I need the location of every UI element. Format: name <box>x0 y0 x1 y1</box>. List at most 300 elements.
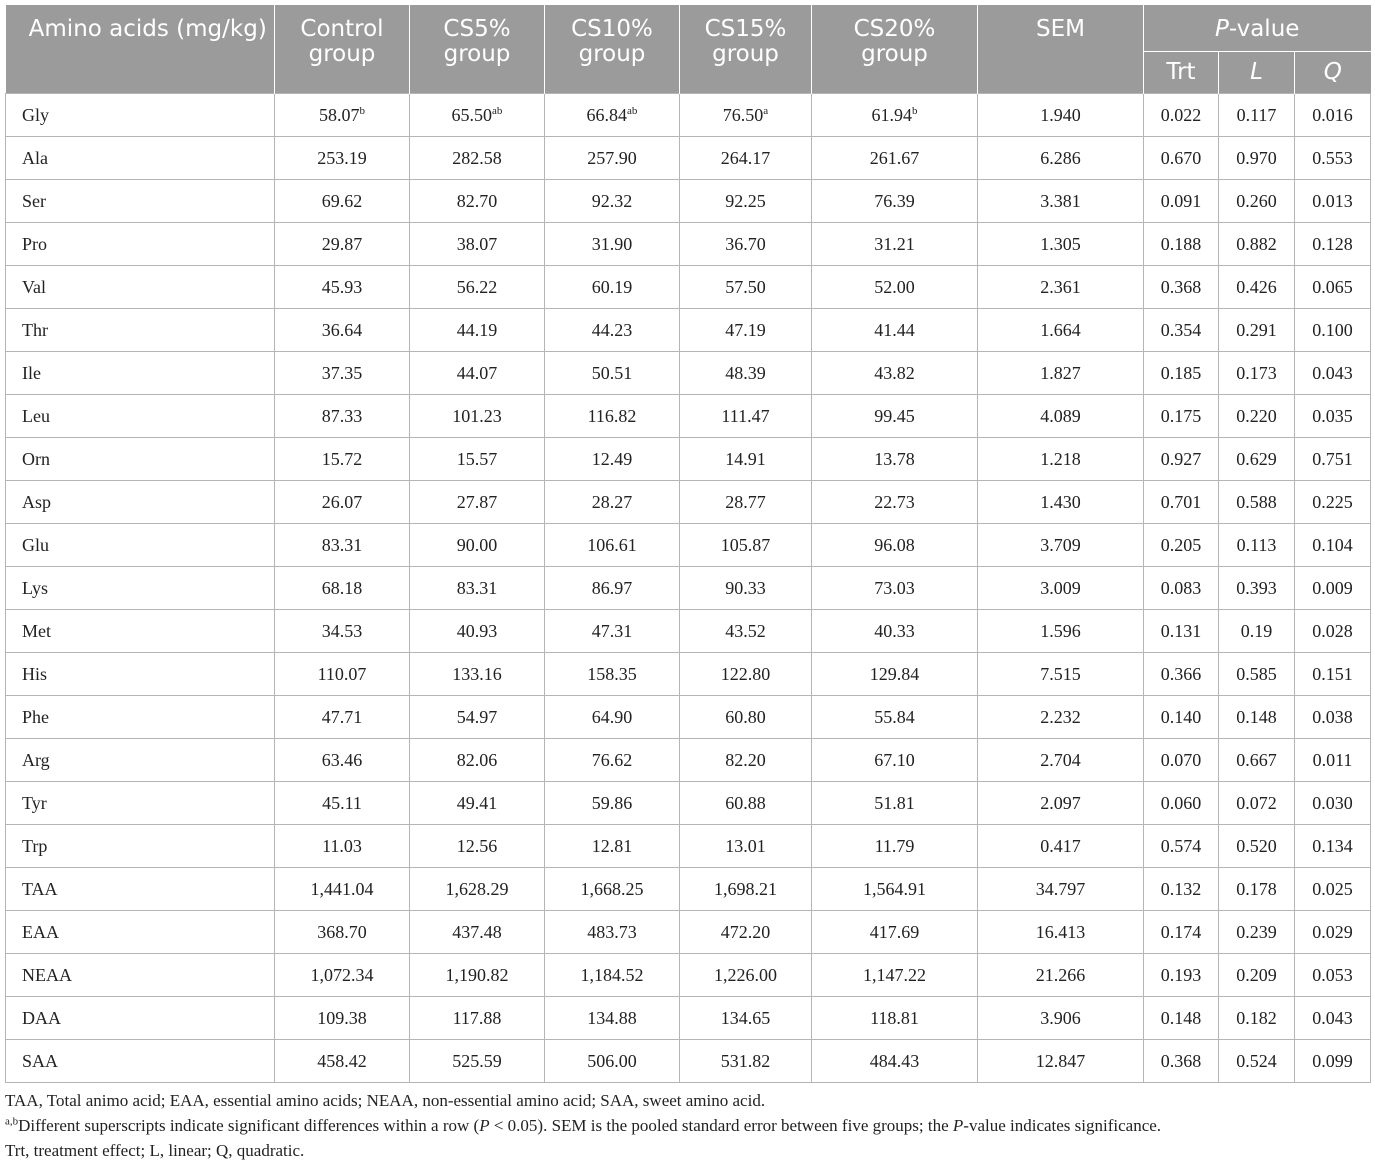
linear-cell: 0.393 <box>1219 567 1295 610</box>
quadratic-cell: 0.100 <box>1295 309 1371 352</box>
quadratic-cell: 0.053 <box>1295 954 1371 997</box>
table-row <box>6 524 1371 567</box>
row-label: EAA <box>6 911 275 954</box>
value-cell <box>410 438 545 481</box>
value-text: 14.91 <box>725 448 766 469</box>
row-label: Orn <box>6 438 275 481</box>
value-text: 90.00 <box>456 534 498 555</box>
value-text: 105.87 <box>720 534 771 555</box>
row-label: Tyr <box>6 782 275 825</box>
value-text: 27.87 <box>456 491 498 512</box>
table-row <box>6 610 1371 653</box>
table-row <box>6 352 1371 395</box>
quadratic-cell: 0.151 <box>1295 653 1371 696</box>
value-text: 531.82 <box>720 1050 771 1071</box>
sem-cell: 0.417 <box>978 825 1144 868</box>
value-cell <box>812 438 978 481</box>
header-trt: Trt <box>1144 52 1219 94</box>
trt-cell: 0.091 <box>1144 180 1219 223</box>
footnote-text-c: -value indicates significance. <box>963 1116 1162 1135</box>
table-body <box>6 94 1371 1083</box>
quadratic-cell: 0.009 <box>1295 567 1371 610</box>
value-text: 1,441.04 <box>310 878 374 899</box>
row-label: His <box>6 653 275 696</box>
value-cell <box>812 395 978 438</box>
value-cell <box>545 352 680 395</box>
value-text: 47.31 <box>591 620 633 641</box>
value-cell <box>680 438 812 481</box>
row-label: Glu <box>6 524 275 567</box>
linear-cell: 0.239 <box>1219 911 1295 954</box>
value-cell <box>410 954 545 997</box>
value-text: 51.81 <box>874 792 915 813</box>
value-cell <box>812 997 978 1040</box>
value-cell <box>275 610 410 653</box>
table-row <box>6 438 1371 481</box>
value-cell <box>275 481 410 524</box>
value-cell <box>812 223 978 266</box>
trt-cell: 0.022 <box>1144 94 1219 137</box>
value-cell <box>545 610 680 653</box>
value-text: 129.84 <box>869 663 920 684</box>
value-cell <box>545 481 680 524</box>
linear-cell: 0.291 <box>1219 309 1295 352</box>
table-footnotes <box>5 1088 1370 1163</box>
value-text: 133.16 <box>452 663 502 684</box>
value-cell <box>410 696 545 739</box>
row-label: Phe <box>6 696 275 739</box>
value-cell <box>410 180 545 223</box>
value-cell <box>680 954 812 997</box>
value-cell <box>680 1040 812 1083</box>
sem-cell: 3.709 <box>978 524 1144 567</box>
value-cell <box>545 309 680 352</box>
value-text: 282.58 <box>452 147 502 168</box>
value-cell <box>275 395 410 438</box>
value-cell <box>275 997 410 1040</box>
header-line2: group <box>578 41 646 67</box>
sem-cell: 3.906 <box>978 997 1144 1040</box>
linear-cell: 0.882 <box>1219 223 1295 266</box>
table-row <box>6 94 1371 137</box>
footnote-p1: P <box>479 1116 490 1135</box>
footnote-text-a: Different superscripts indicate significant differences within a row ( <box>18 1116 480 1135</box>
linear-cell: 0.178 <box>1219 868 1295 911</box>
quadratic-cell: 0.013 <box>1295 180 1371 223</box>
trt-cell: 0.354 <box>1144 309 1219 352</box>
value-text: 50.51 <box>591 362 633 383</box>
trt-cell: 0.175 <box>1144 395 1219 438</box>
trt-cell: 0.131 <box>1144 610 1219 653</box>
header-line1: Control <box>300 16 384 42</box>
trt-cell: 0.083 <box>1144 567 1219 610</box>
quadratic-cell: 0.025 <box>1295 868 1371 911</box>
value-cell <box>812 739 978 782</box>
quadratic-cell: 0.128 <box>1295 223 1371 266</box>
linear-cell: 0.173 <box>1219 352 1295 395</box>
sem-cell: 3.009 <box>978 567 1144 610</box>
sem-cell: 4.089 <box>978 395 1144 438</box>
value-cell <box>545 696 680 739</box>
value-text: 118.81 <box>870 1007 919 1028</box>
value-text: 1,184.52 <box>580 964 644 985</box>
value-cell <box>410 481 545 524</box>
value-text: 12.81 <box>591 835 633 856</box>
value-cell <box>275 567 410 610</box>
value-cell <box>812 696 978 739</box>
value-text: 82.06 <box>456 749 498 770</box>
value-cell <box>812 266 978 309</box>
value-text: 13.78 <box>874 448 915 469</box>
value-text: 76.50 <box>722 104 764 125</box>
value-text: 92.32 <box>591 190 633 211</box>
header-amino-acids: Amino acids (mg/kg) <box>6 5 275 94</box>
linear-cell: 0.260 <box>1219 180 1295 223</box>
value-text: 484.43 <box>869 1050 920 1071</box>
value-text: 437.48 <box>452 921 502 942</box>
trt-cell: 0.132 <box>1144 868 1219 911</box>
row-label: Asp <box>6 481 275 524</box>
value-text: 22.73 <box>874 491 915 512</box>
sem-cell: 2.361 <box>978 266 1144 309</box>
value-text: 134.65 <box>720 1007 771 1028</box>
linear-cell: 0.585 <box>1219 653 1295 696</box>
row-label: Lys <box>6 567 275 610</box>
value-text: 1,698.21 <box>714 878 777 899</box>
value-cell <box>680 653 812 696</box>
value-cell <box>410 94 545 137</box>
linear-cell: 0.072 <box>1219 782 1295 825</box>
quadratic-cell: 0.028 <box>1295 610 1371 653</box>
header-l: L <box>1219 52 1295 94</box>
value-cell <box>545 825 680 868</box>
header-line2: group <box>712 41 779 67</box>
value-cell <box>812 481 978 524</box>
value-cell <box>275 438 410 481</box>
quadratic-cell: 0.134 <box>1295 825 1371 868</box>
value-cell <box>680 395 812 438</box>
value-text: 43.52 <box>725 620 766 641</box>
value-text: 31.21 <box>874 233 915 254</box>
trt-cell: 0.148 <box>1144 997 1219 1040</box>
value-cell <box>275 653 410 696</box>
value-cell <box>680 868 812 911</box>
header-group-cs5 <box>410 5 545 94</box>
value-text: 96.08 <box>874 534 915 555</box>
quadratic-cell: 0.225 <box>1295 481 1371 524</box>
value-cell <box>275 1040 410 1083</box>
value-cell <box>680 524 812 567</box>
value-cell <box>275 868 410 911</box>
row-label: Pro <box>6 223 275 266</box>
value-text: 1,668.25 <box>580 878 644 899</box>
value-text: 82.20 <box>725 749 766 770</box>
header-p-suffix: -value <box>1228 16 1300 42</box>
value-text: 11.03 <box>322 835 362 856</box>
quadratic-cell: 0.029 <box>1295 911 1371 954</box>
row-label: Ser <box>6 180 275 223</box>
value-cell <box>275 825 410 868</box>
value-cell <box>812 352 978 395</box>
value-text: 47.71 <box>321 706 363 727</box>
value-cell <box>275 137 410 180</box>
value-text: 67.10 <box>874 749 915 770</box>
table-row <box>6 997 1371 1040</box>
value-text: 54.97 <box>456 706 498 727</box>
quadratic-cell: 0.043 <box>1295 352 1371 395</box>
value-cell <box>410 567 545 610</box>
table-row <box>6 266 1371 309</box>
table-row <box>6 395 1371 438</box>
quadratic-cell: 0.035 <box>1295 395 1371 438</box>
value-cell <box>545 1040 680 1083</box>
sem-cell: 16.413 <box>978 911 1144 954</box>
value-text: 28.77 <box>725 491 766 512</box>
quadratic-cell: 0.099 <box>1295 1040 1371 1083</box>
header-p-value <box>1144 5 1371 52</box>
value-text: 60.88 <box>725 792 766 813</box>
value-text: 59.86 <box>591 792 633 813</box>
value-cell <box>545 137 680 180</box>
trt-cell: 0.366 <box>1144 653 1219 696</box>
trt-cell: 0.188 <box>1144 223 1219 266</box>
value-cell <box>410 352 545 395</box>
value-text: 65.50 <box>451 104 493 125</box>
value-cell <box>275 266 410 309</box>
value-text: 116.82 <box>587 405 637 426</box>
value-text: 111.47 <box>721 405 770 426</box>
sem-cell: 21.266 <box>978 954 1144 997</box>
table-row <box>6 653 1371 696</box>
value-text: 264.17 <box>720 147 771 168</box>
row-label: SAA <box>6 1040 275 1083</box>
value-text: 1,190.82 <box>445 964 509 985</box>
value-text: 83.31 <box>456 577 498 598</box>
value-cell <box>812 653 978 696</box>
row-label: Ala <box>6 137 275 180</box>
amino-acids-table <box>5 5 1371 1083</box>
value-text: 1,628.29 <box>445 878 509 899</box>
value-text: 68.18 <box>321 577 363 598</box>
value-text: 483.73 <box>587 921 637 942</box>
value-cell <box>410 137 545 180</box>
quadratic-cell: 0.065 <box>1295 266 1371 309</box>
value-text: 1,564.91 <box>863 878 926 899</box>
value-cell <box>545 911 680 954</box>
sem-cell: 3.381 <box>978 180 1144 223</box>
row-label: Gly <box>6 94 275 137</box>
linear-cell: 0.970 <box>1219 137 1295 180</box>
value-cell <box>410 782 545 825</box>
value-cell <box>812 137 978 180</box>
value-cell <box>410 266 545 309</box>
value-text: 110.07 <box>317 663 367 684</box>
value-cell <box>680 997 812 1040</box>
value-text: 525.59 <box>452 1050 502 1071</box>
table-row <box>6 1040 1371 1083</box>
value-text: 60.80 <box>725 706 766 727</box>
value-cell <box>812 1040 978 1083</box>
value-cell <box>275 782 410 825</box>
sem-cell: 2.232 <box>978 696 1144 739</box>
table-row <box>6 954 1371 997</box>
value-text: 134.88 <box>587 1007 637 1028</box>
value-cell <box>545 567 680 610</box>
value-text: 82.70 <box>456 190 498 211</box>
value-text: 44.23 <box>591 319 633 340</box>
linear-cell: 0.629 <box>1219 438 1295 481</box>
value-cell <box>275 954 410 997</box>
linear-cell: 0.524 <box>1219 1040 1295 1083</box>
value-text: 63.46 <box>321 749 363 770</box>
value-cell <box>545 997 680 1040</box>
value-cell <box>545 94 680 137</box>
value-text: 87.33 <box>321 405 363 426</box>
value-text: 506.00 <box>587 1050 637 1071</box>
value-text: 29.87 <box>321 233 363 254</box>
value-cell <box>410 911 545 954</box>
value-cell <box>275 180 410 223</box>
value-text: 44.19 <box>456 319 498 340</box>
value-text: 64.90 <box>591 706 633 727</box>
header-p-letter: P <box>1215 16 1229 42</box>
sem-cell: 2.704 <box>978 739 1144 782</box>
value-cell <box>275 911 410 954</box>
sem-cell: 6.286 <box>978 137 1144 180</box>
value-text: 60.19 <box>591 276 633 297</box>
value-cell <box>680 94 812 137</box>
value-text: 31.90 <box>591 233 633 254</box>
value-cell <box>812 782 978 825</box>
value-cell <box>812 524 978 567</box>
value-text: 13.01 <box>725 835 766 856</box>
value-text: 76.39 <box>874 190 915 211</box>
table-row <box>6 782 1371 825</box>
value-text: 1,147.22 <box>863 964 926 985</box>
footnote-superscript: a,b <box>5 1115 19 1128</box>
table-container <box>5 5 1370 1083</box>
value-text: 55.84 <box>874 706 915 727</box>
header-line2: group <box>443 41 511 67</box>
value-cell <box>275 739 410 782</box>
value-text: 472.20 <box>720 921 771 942</box>
header-q: Q <box>1295 52 1371 94</box>
table-row <box>6 911 1371 954</box>
table-row <box>6 567 1371 610</box>
value-cell <box>812 567 978 610</box>
value-text: 40.93 <box>456 620 498 641</box>
footnote-effects: Trt, treatment effect; L, linear; Q, quadratic. <box>5 1141 305 1160</box>
value-cell <box>680 610 812 653</box>
trt-cell: 0.060 <box>1144 782 1219 825</box>
significance-superscript: a <box>763 104 769 117</box>
value-cell <box>410 1040 545 1083</box>
value-text: 86.97 <box>591 577 633 598</box>
value-cell <box>410 868 545 911</box>
value-cell <box>275 309 410 352</box>
value-cell <box>680 137 812 180</box>
sem-cell: 1.430 <box>978 481 1144 524</box>
value-cell <box>680 180 812 223</box>
trt-cell: 0.174 <box>1144 911 1219 954</box>
value-text: 66.84 <box>586 104 628 125</box>
value-text: 49.41 <box>456 792 498 813</box>
table-row <box>6 739 1371 782</box>
value-text: 261.67 <box>869 147 920 168</box>
value-text: 106.61 <box>587 534 637 555</box>
value-text: 45.11 <box>322 792 362 813</box>
trt-cell: 0.368 <box>1144 266 1219 309</box>
value-cell <box>812 868 978 911</box>
value-text: 417.69 <box>869 921 920 942</box>
value-text: 76.62 <box>591 749 633 770</box>
value-text: 52.00 <box>874 276 915 297</box>
quadratic-cell: 0.043 <box>1295 997 1371 1040</box>
value-cell <box>545 868 680 911</box>
significance-superscript: ab <box>627 104 638 117</box>
significance-superscript: b <box>359 104 365 117</box>
value-cell <box>410 309 545 352</box>
trt-cell: 0.185 <box>1144 352 1219 395</box>
table-row <box>6 696 1371 739</box>
value-cell <box>410 524 545 567</box>
value-cell <box>680 481 812 524</box>
value-cell <box>680 911 812 954</box>
value-cell <box>275 223 410 266</box>
value-text: 253.19 <box>317 147 367 168</box>
value-cell <box>275 94 410 137</box>
table-row <box>6 481 1371 524</box>
value-text: 56.22 <box>456 276 498 297</box>
header-line2: group <box>308 41 376 67</box>
value-cell <box>545 653 680 696</box>
value-cell <box>545 395 680 438</box>
footnote-p2: P <box>952 1116 964 1135</box>
value-cell <box>410 610 545 653</box>
value-text: 11.79 <box>874 835 915 856</box>
value-text: 368.70 <box>317 921 367 942</box>
linear-cell: 0.209 <box>1219 954 1295 997</box>
trt-cell: 0.574 <box>1144 825 1219 868</box>
value-text: 73.03 <box>874 577 915 598</box>
value-text: 28.27 <box>591 491 633 512</box>
sem-cell: 2.097 <box>978 782 1144 825</box>
value-cell <box>680 309 812 352</box>
value-cell <box>812 180 978 223</box>
value-cell <box>275 524 410 567</box>
value-text: 61.94 <box>871 104 912 125</box>
value-cell <box>275 696 410 739</box>
value-cell <box>680 825 812 868</box>
row-label: TAA <box>6 868 275 911</box>
value-cell <box>545 954 680 997</box>
quadratic-cell: 0.038 <box>1295 696 1371 739</box>
value-text: 12.56 <box>456 835 498 856</box>
value-cell <box>410 997 545 1040</box>
header-line2: group <box>861 41 928 67</box>
quadratic-cell: 0.553 <box>1295 137 1371 180</box>
table-row <box>6 137 1371 180</box>
table-row <box>6 309 1371 352</box>
sem-cell: 1.940 <box>978 94 1144 137</box>
value-cell <box>812 610 978 653</box>
value-text: 15.72 <box>321 448 363 469</box>
value-text: 37.35 <box>321 362 363 383</box>
value-text: 45.93 <box>321 276 363 297</box>
header-group-cs10 <box>545 5 680 94</box>
value-cell <box>680 266 812 309</box>
row-label: Met <box>6 610 275 653</box>
